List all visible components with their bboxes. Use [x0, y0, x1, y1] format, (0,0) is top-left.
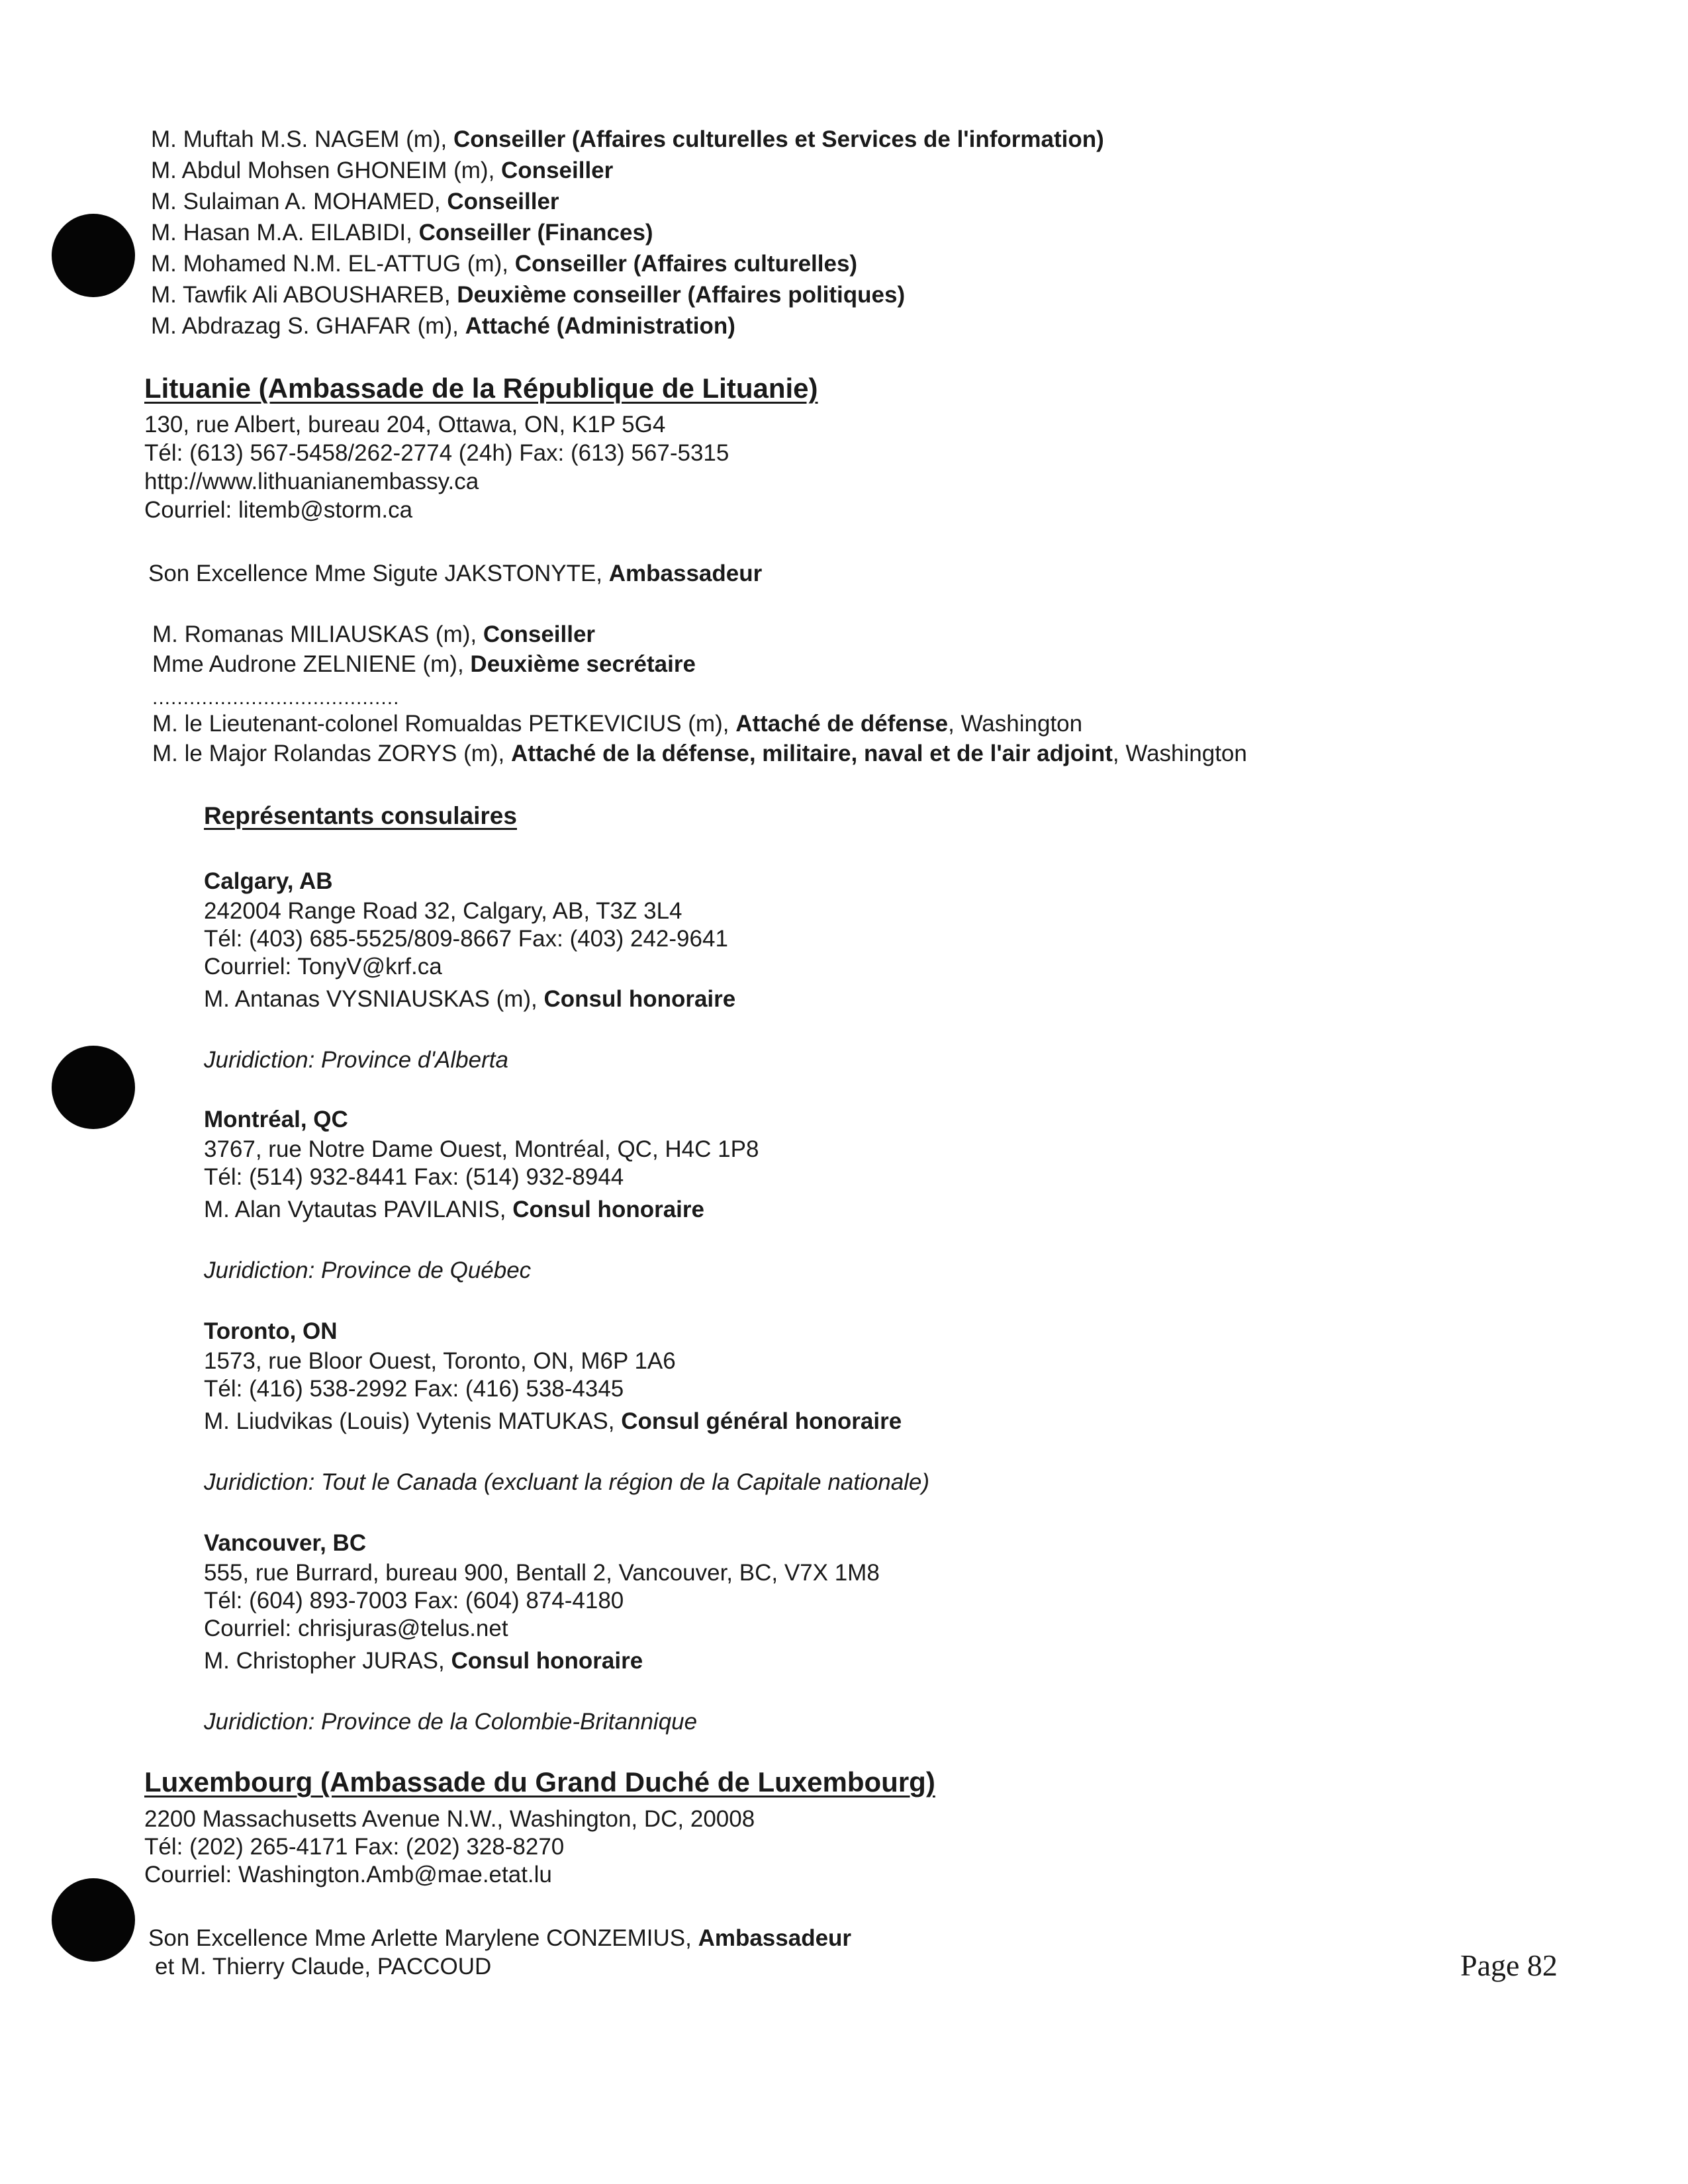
consulate-phone: Tél: (604) 893-7003 Fax: (604) 874-4180 [204, 1588, 624, 1614]
consulate-city: Montréal, QC [204, 1107, 348, 1132]
consulate-address: 242004 Range Road 32, Calgary, AB, T3Z 3L4 [204, 898, 682, 924]
consulate-address: 1573, rue Bloor Ouest, Toronto, ON, M6P 1A6 [204, 1348, 676, 1374]
staff-line: M. Mohamed N.M. EL-ATTUG (m), Conseiller (Affaires culturelles) [151, 251, 858, 277]
consulate-address: 555, rue Burrard, bureau 900, Bentall 2, Vancouver, BC, V7X 1M8 [204, 1560, 880, 1586]
defense-attache-line: M. le Lieutenant-colonel Romualdas PETKEVICIUS (m), Attaché de défense, Washington [152, 711, 1083, 737]
country-heading-luxembourg: Luxembourg (Ambassade du Grand Duché de Luxembourg) [144, 1766, 935, 1797]
staff-line: M. Sulaiman A. MOHAMED, Conseiller [151, 189, 559, 214]
consulate-email: Courriel: TonyV@krf.ca [204, 954, 442, 979]
consulate-city: Calgary, AB [204, 868, 333, 894]
embassy-address: 130, rue Albert, bureau 204, Ottawa, ON, K1P 5G4 [144, 412, 666, 437]
embassy-email: Courriel: Washington.Amb@mae.etat.lu [144, 1862, 552, 1888]
embassy-website: http://www.lithuanianembassy.ca [144, 469, 479, 494]
staff-line: M. Romanas MILIAUSKAS (m), Conseiller [152, 621, 596, 647]
ambassador-line: Son Excellence Mme Sigute JAKSTONYTE, Ambassadeur [148, 561, 763, 586]
consulate-address: 3767, rue Notre Dame Ouest, Montréal, QC, H4C 1P8 [204, 1136, 759, 1162]
consular-heading: Représentants consulaires [204, 802, 517, 829]
consulate-email: Courriel: chrisjuras@telus.net [204, 1615, 508, 1641]
country-heading-lithuania: Lituanie (Ambassade de la République de Lituanie) [144, 373, 818, 404]
consul-line: M. Christopher JURAS, Consul honoraire [204, 1648, 643, 1674]
embassy-email: Courriel: litemb@storm.ca [144, 497, 413, 523]
consulate-city: Toronto, ON [204, 1318, 338, 1344]
consulate-phone: Tél: (403) 685-5525/809-8667 Fax: (403) 242-9641 [204, 926, 728, 952]
staff-line: Mme Audrone ZELNIENE (m), Deuxième secrétaire [152, 651, 696, 677]
staff-line: M. Abdul Mohsen GHONEIM (m), Conseiller [151, 158, 614, 183]
consulate-jurisdiction: Juridiction: Province de Québec [204, 1257, 532, 1283]
consul-line: M. Antanas VYSNIAUSKAS (m), Consul honoraire [204, 986, 736, 1012]
consulate-phone: Tél: (514) 932-8441 Fax: (514) 932-8944 [204, 1164, 624, 1190]
ambassador-line: Son Excellence Mme Arlette Marylene CONZEMIUS, Ambassadeur [148, 1925, 852, 1951]
consulate-jurisdiction: Juridiction: Tout le Canada (excluant la région de la Capitale nationale) [204, 1469, 930, 1495]
staff-line: M. Abdrazag S. GHAFAR (m), Attaché (Administration) [151, 313, 735, 339]
staff-line: M. Hasan M.A. EILABIDI, Conseiller (Finances) [151, 220, 653, 246]
consulate-jurisdiction: Juridiction: Province d'Alberta [204, 1047, 508, 1073]
embassy-address: 2200 Massachusetts Avenue N.W., Washington, DC, 20008 [144, 1806, 755, 1832]
separator-dots: ........................................ [152, 687, 400, 709]
staff-line: M. Tawfik Ali ABOUSHAREB, Deuxième conseiller (Affaires politiques) [151, 282, 906, 308]
consul-line: M. Alan Vytautas PAVILANIS, Consul honoraire [204, 1197, 704, 1222]
defense-attache-line: M. le Major Rolandas ZORYS (m), Attaché de la défense, militaire, naval et de l'air adjoint, Washington [152, 741, 1247, 766]
embassy-phone: Tél: (202) 265-4171 Fax: (202) 328-8270 [144, 1834, 565, 1860]
consul-line: M. Liudvikas (Louis) Vytenis MATUKAS, Consul général honoraire [204, 1408, 902, 1434]
page-number: Page 82 [1460, 1948, 1558, 1982]
staff-line: M. Muftah M.S. NAGEM (m), Conseiller (Affaires culturelles et Services de l'information) [151, 126, 1104, 152]
consulate-city: Vancouver, BC [204, 1530, 367, 1556]
embassy-phone: Tél: (613) 567-5458/262-2774 (24h) Fax: (613) 567-5315 [144, 440, 729, 466]
ambassador-spouse: et M. Thierry Claude, PACCOUD [155, 1954, 492, 1979]
consulate-jurisdiction: Juridiction: Province de la Colombie-Britannique [204, 1709, 698, 1735]
consulate-phone: Tél: (416) 538-2992 Fax: (416) 538-4345 [204, 1376, 624, 1402]
